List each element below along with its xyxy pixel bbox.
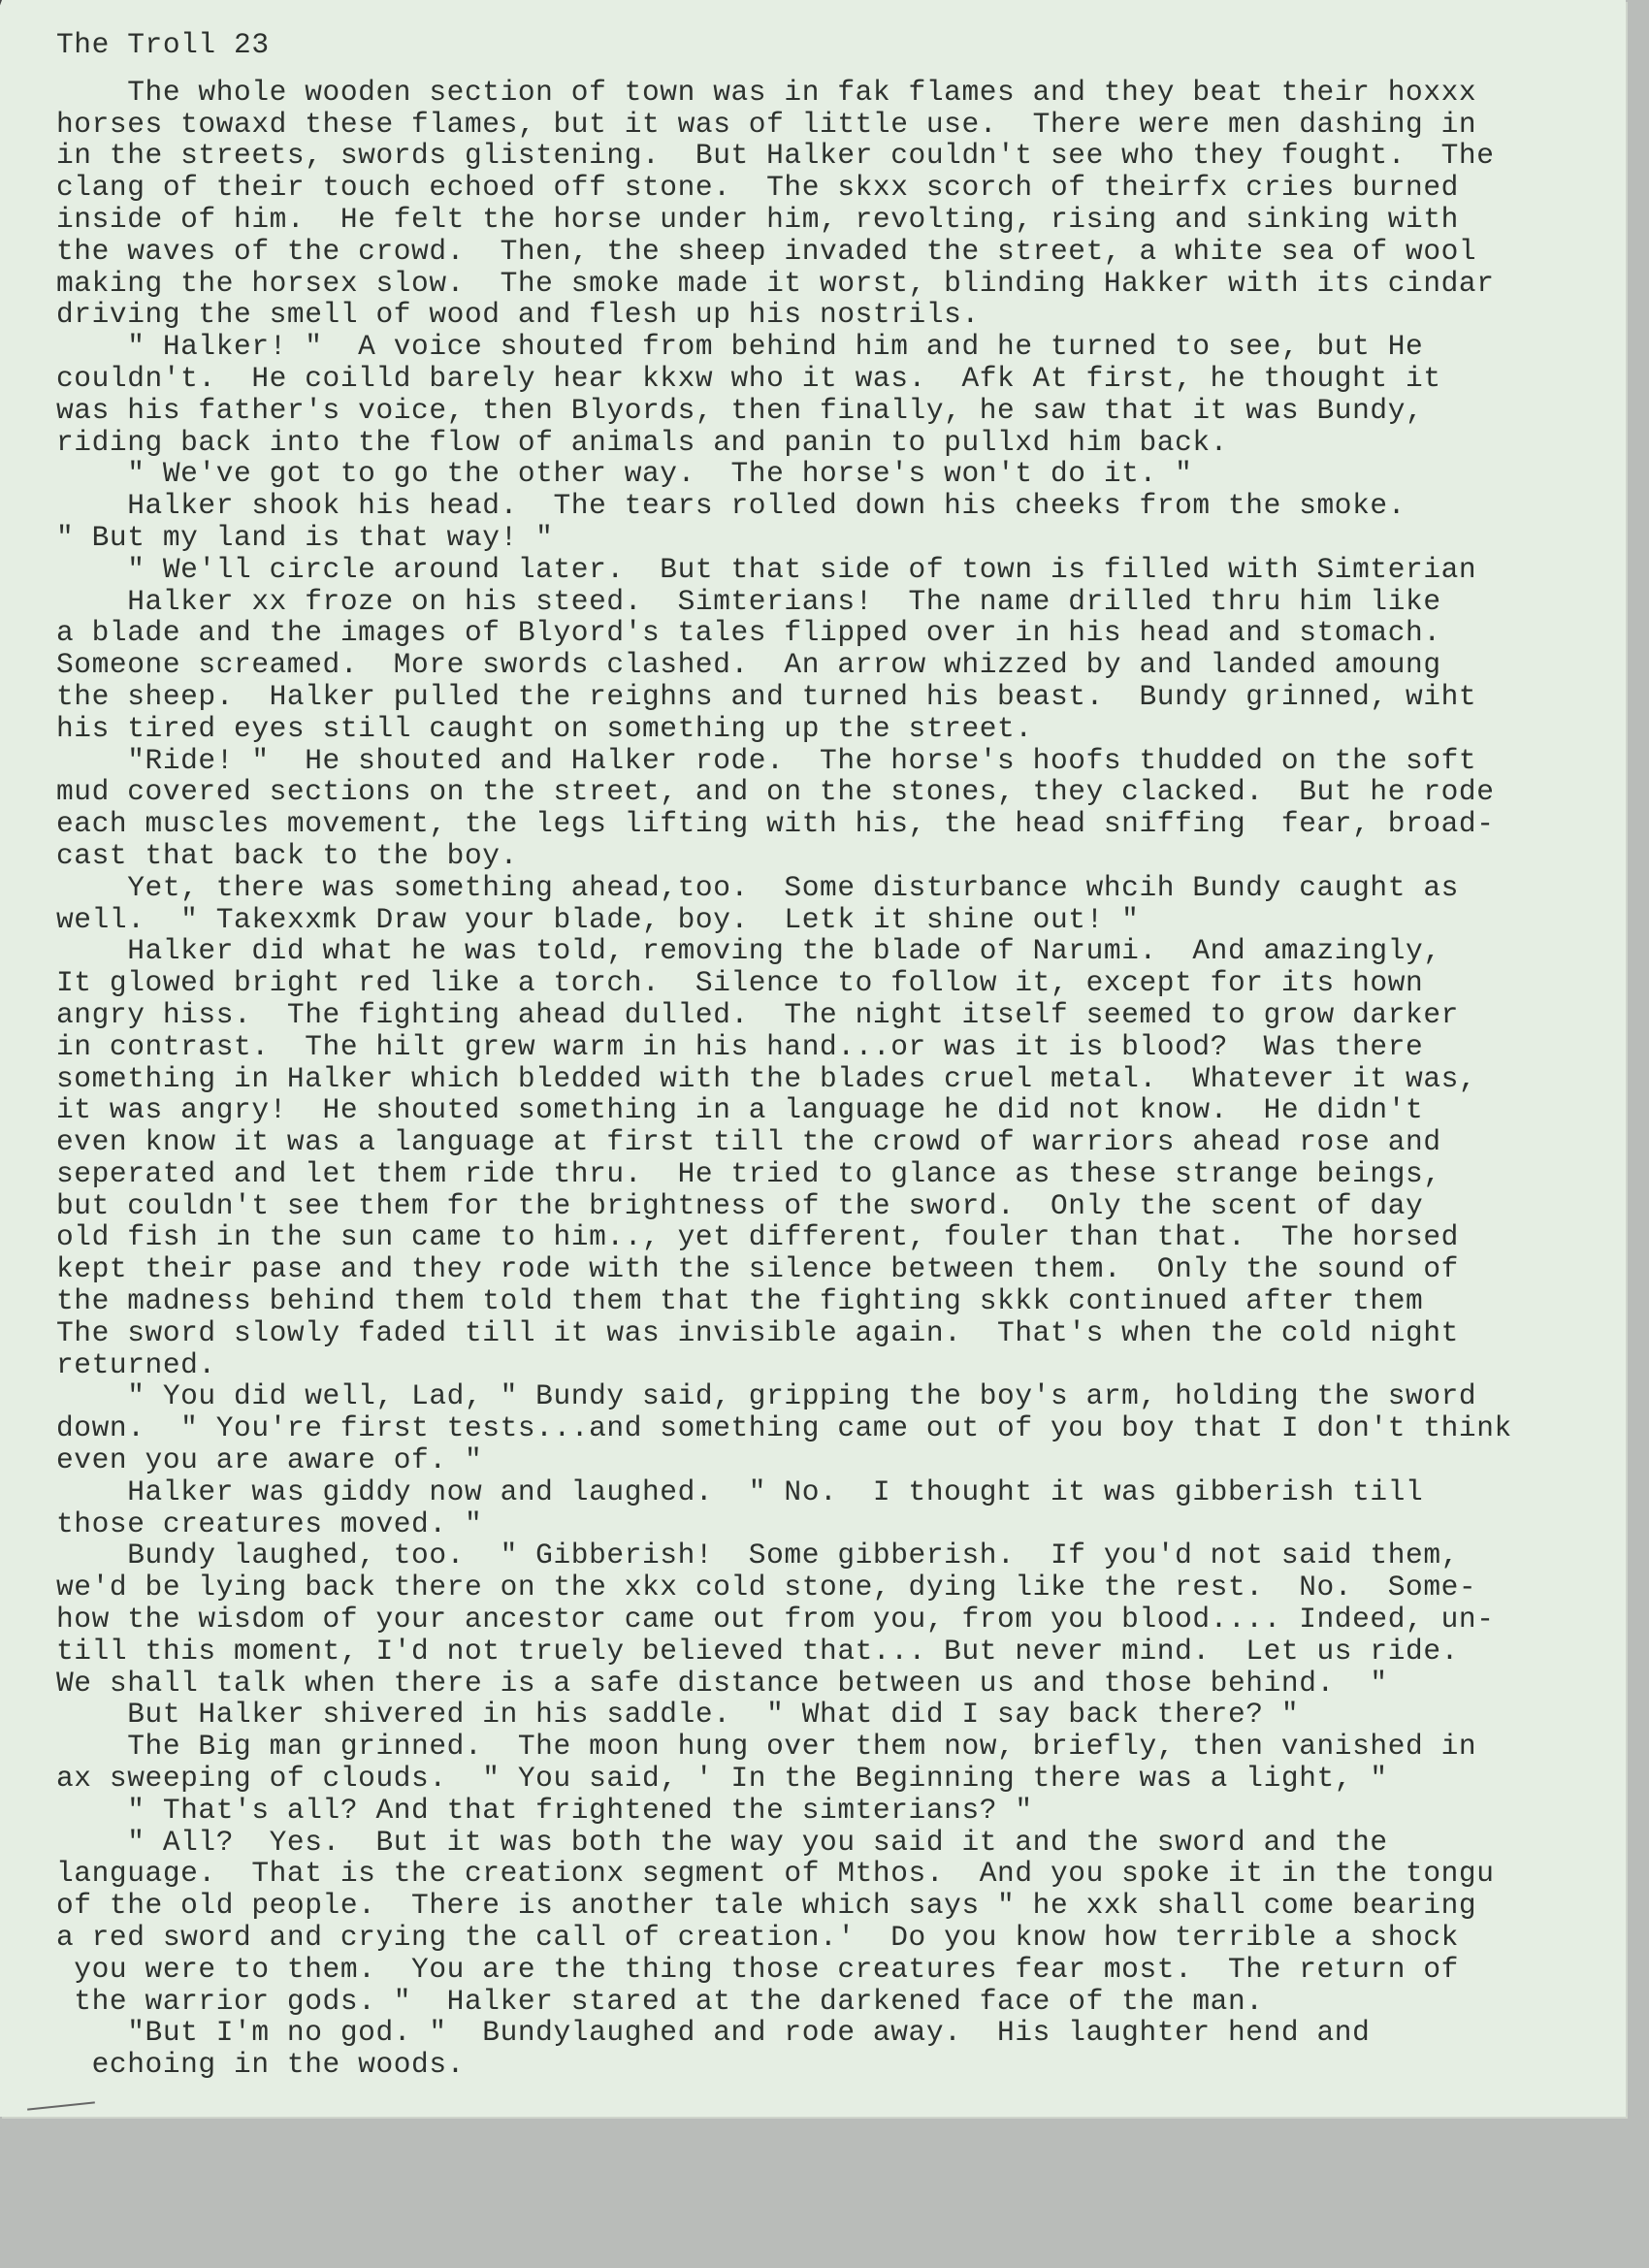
text-line: the madness behind them told them that the fighting skkk continued after them xyxy=(56,1284,1424,1318)
text-line: was his father's voice, then Blyords, then finally, he saw that it was Bundy, xyxy=(56,393,1424,427)
text-line: "Ride! " He shouted and Halker rode. The horse's hoofs thudded on the soft xyxy=(56,743,1477,777)
text-line: but couldn't see them for the brightness of the sword. Only the scent of day xyxy=(56,1188,1424,1222)
text-line: The sword slowly faded till it was invisible again. That's when the cold night xyxy=(56,1315,1459,1349)
text-line: The Big man grinned. The moon hung over them now, briefly, then vanished in xyxy=(56,1730,1477,1764)
manuscript-text xyxy=(56,29,1628,2081)
text-line: horses towaxd these flames, but it was of little use. There were men dashing in xyxy=(56,107,1477,141)
text-line: angry hiss. The fighting ahead dulled. The night itself seemed to grow darker xyxy=(56,997,1459,1031)
text-line: making the horsex slow. The smoke made it worst, blinding Hakker with its cindar xyxy=(56,266,1495,300)
text-line: It glowed bright red like a torch. Silence to follow it, except for its hown xyxy=(56,966,1424,1000)
text-line: in contrast. The hilt grew warm in his hand...or was it is blood? Was there xyxy=(56,1029,1424,1063)
text-line: echoing in the woods. xyxy=(56,2048,465,2082)
text-line: We shall talk when there is a safe distance between us and those behind. " xyxy=(56,1666,1388,1700)
text-line: a red sword and crying the call of creation.' Do you know how terrible a shock xyxy=(56,1921,1459,1955)
text-line: returned. xyxy=(56,1347,216,1381)
text-line: language. That is the creationx segment of Mthos. And you spoke it in the tongu xyxy=(56,1857,1495,1891)
text-line: down. " You're first tests...and something came out of you boy that I don't think xyxy=(56,1411,1512,1445)
text-line: the warrior gods. " Halker stared at the darkened face of the man. xyxy=(56,1984,1264,2018)
text-line: each muscles movement, the legs lifting with his, the head sniffing fear, broad- xyxy=(56,807,1495,841)
corner-pencil-mark xyxy=(0,0,17,41)
text-line: cast that back to the boy. xyxy=(56,838,518,872)
text-line: But Halker shivered in his saddle. " What did I say back there? " xyxy=(56,1698,1300,1732)
text-line: well. " Takexxmk Draw your blade, boy. Letk it shine out! " xyxy=(56,902,1140,936)
page-header: The Troll 23 xyxy=(56,28,270,61)
text-line: Halker was giddy now and laughed. " No. I thought it was gibberish till xyxy=(56,1474,1424,1508)
text-line: Halker shook his head. The tears rolled down his cheeks from the smoke. xyxy=(56,489,1406,523)
text-line: riding back into the flow of animals and panin to pullxd him back. xyxy=(56,425,1228,459)
text-line: in the streets, swords glistening. But Halker couldn't see who they fought. The xyxy=(56,139,1495,173)
text-line: of the old people. There is another tale which says " he xxk shall come bearing xyxy=(56,1889,1477,1923)
text-line: " We've got to go the other way. The horse's won't do it. " xyxy=(56,457,1193,491)
text-line: old fish in the sun came to him.., yet different, fouler than that. The horsed xyxy=(56,1220,1459,1254)
text-line: we'd be lying back there on the xkx cold stone, dying like the rest. No. Some- xyxy=(56,1571,1477,1604)
text-line: couldn't. He coilld barely hear kkxw who it was. Afk At first, he thought it xyxy=(56,361,1441,395)
text-line: inside of him. He felt the horse under him, revolting, rising and sinking with xyxy=(56,202,1459,236)
text-line: even you are aware of. " xyxy=(56,1443,483,1477)
text-line: a blade and the images of Blyord's tales flipped over in his head and stomach. xyxy=(56,616,1441,650)
text-line: "But I'm no god. " Bundylaughed and rode away. His laughter hend and xyxy=(56,2016,1371,2050)
text-line: kept their pase and they rode with the silence between them. Only the sound of xyxy=(56,1252,1459,1286)
margin-pencil-mark xyxy=(27,2101,95,2110)
text-line: even know it was a language at first till the crowd of warriors ahead rose and xyxy=(56,1125,1441,1159)
text-line: Halker did what he was told, removing the blade of Narumi. And amazingly, xyxy=(56,934,1441,968)
text-line: Halker xx froze on his steed. Simterians! The name drilled thru him like xyxy=(56,584,1441,618)
text-line: those creatures moved. " xyxy=(56,1507,483,1540)
text-line: " All? Yes. But it was both the way you said it and the sword and the xyxy=(56,1825,1388,1859)
text-line: ax sweeping of clouds. " You said, ' In the Beginning there was a light, " xyxy=(56,1762,1388,1796)
text-line: " That's all? And that frightened the simterians? " xyxy=(56,1793,1033,1827)
text-line: seperated and let them ride thru. He tried to glance as these strange beings, xyxy=(56,1156,1441,1190)
text-line: it was angry! He shouted something in a language he did not know. He didn't xyxy=(56,1093,1424,1127)
text-line: Bundy laughed, too. " Gibberish! Some gibberish. If you'd not said them, xyxy=(56,1539,1459,1572)
text-line: " Halker! " A voice shouted from behind him and he turned to see, but He xyxy=(56,330,1424,364)
text-line: something in Halker which bledded with the blades cruel metal. Whatever it was, xyxy=(56,1061,1477,1095)
text-line: the sheep. Halker pulled the reighns and turned his beast. Bundy grinned, wiht xyxy=(56,679,1477,713)
text-line: clang of their touch echoed off stone. The skxx scorch of theirfx cries burned xyxy=(56,171,1459,205)
text-line: Someone screamed. More swords clashed. An arrow whizzed by and landed amoung xyxy=(56,648,1441,682)
text-line: you were to them. You are the thing those creatures fear most. The return of xyxy=(56,1952,1459,1986)
text-line: driving the smell of wood and flesh up his nostrils. xyxy=(56,298,980,332)
text-line: the waves of the crowd. Then, the sheep invaded the street, a white sea of wool xyxy=(56,234,1477,268)
text-line: Yet, there was something ahead,too. Some disturbance whcih Bundy caught as xyxy=(56,870,1459,904)
text-line: " You did well, Lad, " Bundy said, gripping the boy's arm, holding the sword xyxy=(56,1379,1477,1413)
text-line: how the wisdom of your ancestor came out from you, from you blood.... Indeed, un- xyxy=(56,1603,1495,1636)
text-line: " But my land is that way! " xyxy=(56,520,554,554)
text-line: his tired eyes still caught on something up the street. xyxy=(56,711,1033,745)
text-line: mud covered sections on the street, and on the stones, they clacked. But he rode xyxy=(56,775,1495,809)
text-line: " We'll circle around later. But that side of town is filled with Simterian xyxy=(56,552,1477,586)
text-line: The whole wooden section of town was in fak flames and they beat their hoxxx xyxy=(56,75,1477,109)
text-line: till this moment, I'd not truely believed that... But never mind. Let us ride. xyxy=(56,1634,1459,1668)
